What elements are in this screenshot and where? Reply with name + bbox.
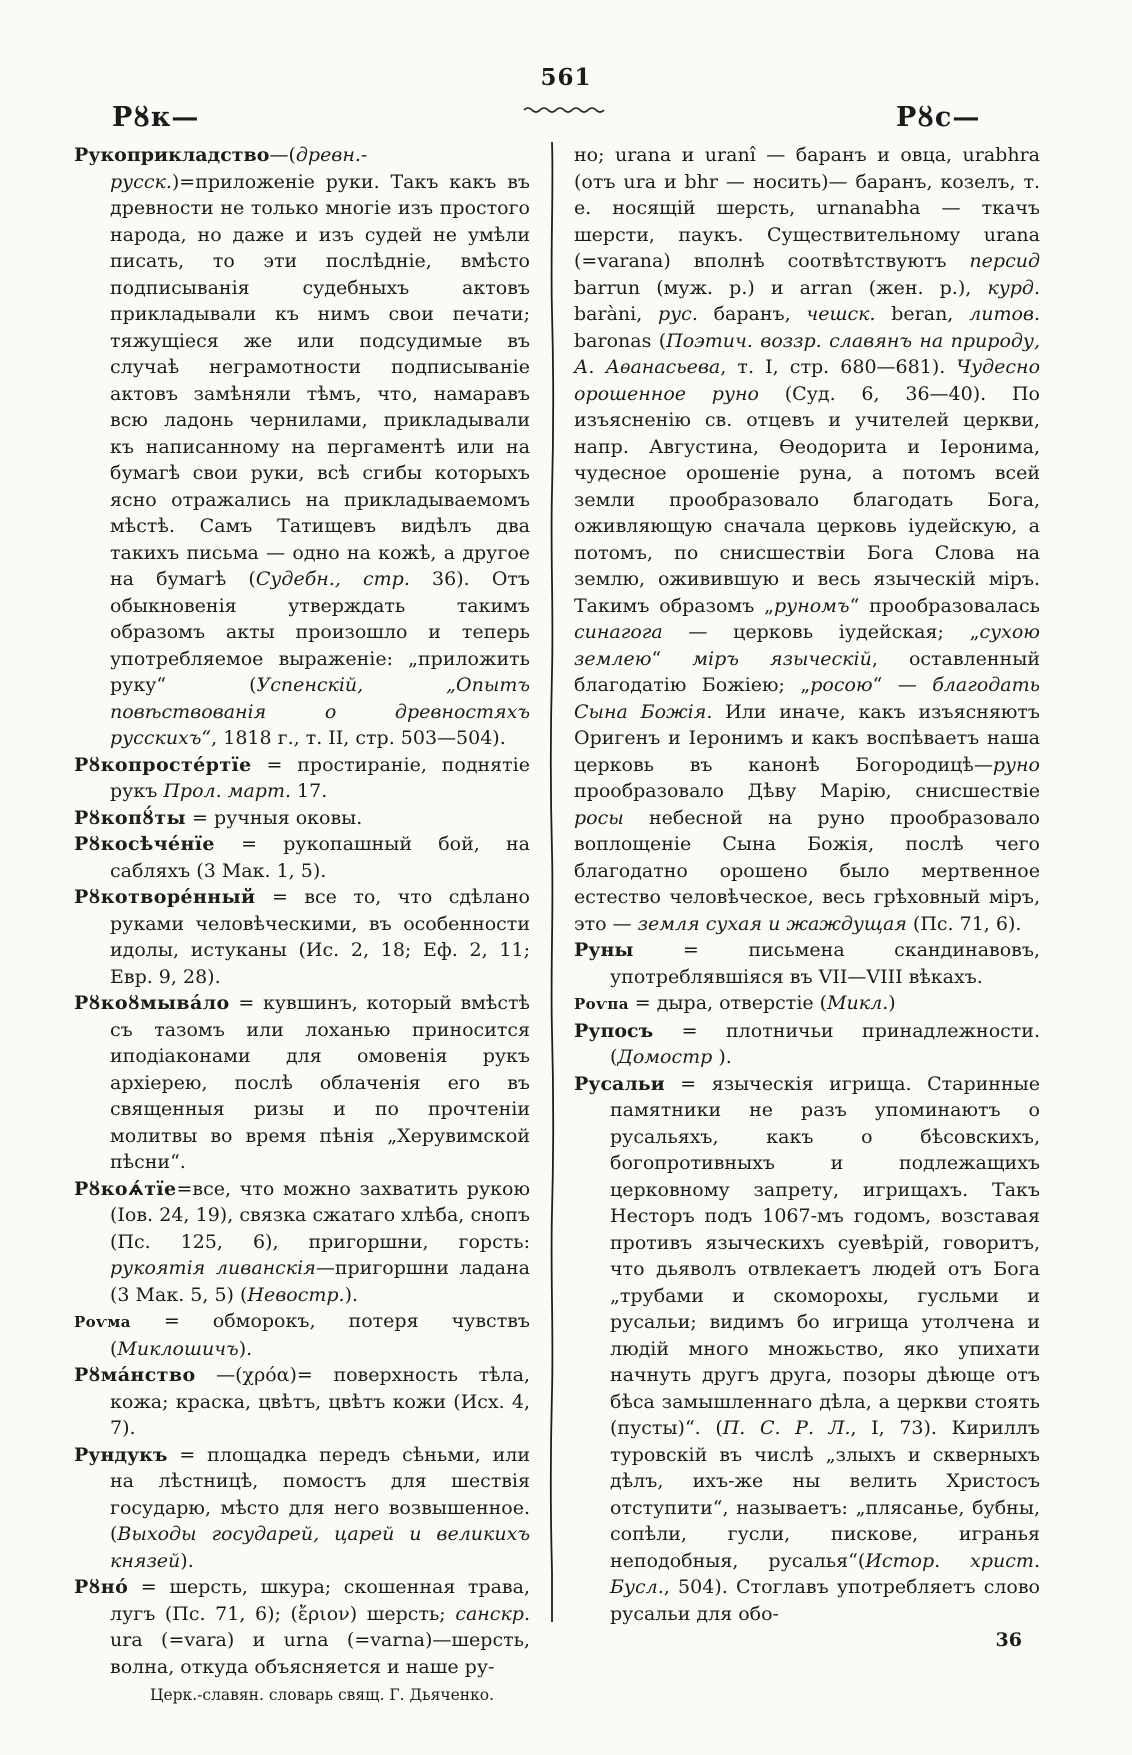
entry-text: , оставленный благодатію Божіею; „ bbox=[574, 647, 1040, 696]
entry-text-italic: литов. bbox=[969, 303, 1040, 325]
entry-text-italic: Чудесно орошенное руно bbox=[574, 356, 1041, 405]
running-head-left: Рȣк— bbox=[112, 102, 200, 133]
headword: Роѵма bbox=[74, 1313, 131, 1331]
sheet-number: 36 bbox=[995, 1629, 1022, 1651]
entry-text: = все то, что сдѣлано руками человѣческими, въ особенности идолы, истуканы (Ис. 2, 18; Еф. 2, 11; Евр. 9, 28). bbox=[110, 886, 530, 988]
headword: Руны bbox=[574, 939, 634, 961]
entry-text: (Пс. 71, 6). bbox=[906, 912, 1022, 935]
entry-text: — церковь іудейская; „ bbox=[662, 621, 980, 643]
entry-text: ura (=vara) и urna (=varna)—шерсть, волна, откуда объясняется и наше ру- bbox=[110, 1629, 530, 1678]
headword: Рупосъ bbox=[574, 1019, 654, 1042]
right-column bbox=[574, 142, 1040, 1654]
entry-text: = дыра, отверстіе ( bbox=[628, 992, 828, 1014]
entry-text: —пригоршни ладана (3 Мак. 5, 5) ( bbox=[110, 1257, 530, 1306]
entry-text: 36). Отъ обыкновенія утверждать такимъ образомъ акты произошло и теперь употребляемое выраженіе: „приложить руку“ ( bbox=[110, 568, 530, 696]
entry-text: ). bbox=[238, 1337, 253, 1360]
entry-text: , т. I, стр. 680—681). bbox=[720, 356, 957, 378]
entry-text: , 1818 г., т. II, стр. 503—504). bbox=[211, 727, 506, 749]
right-column-entries bbox=[574, 142, 1040, 1627]
entry-text: ). bbox=[712, 1046, 732, 1068]
dictionary-entry bbox=[574, 1018, 1040, 1071]
entry-text-italic: Истор. христ. Бусл. bbox=[610, 1549, 1040, 1598]
dictionary-entry bbox=[74, 752, 530, 805]
headword: Русальи bbox=[574, 1072, 665, 1095]
entry-text: baràni, bbox=[574, 303, 658, 325]
imprint-line: Церк.-славян. словарь свящ. Г. Дьяченко. bbox=[149, 1686, 495, 1704]
entry-text: —(χρόα)= поверхность тѣла, кожа; краска, цвѣтъ, цвѣтъ кожи (Исх. 4, 7). bbox=[110, 1364, 530, 1439]
entry-text-italic: росою bbox=[810, 674, 873, 696]
dictionary-entry bbox=[574, 937, 1040, 990]
entry-text-italic: сухою землею bbox=[574, 621, 1040, 670]
entry-text: = обморокъ, потеря чувствъ ( bbox=[110, 1310, 530, 1360]
entry-text-italic: курд. bbox=[987, 276, 1040, 299]
dictionary-entry bbox=[74, 884, 530, 990]
headword: Рȣкоѧ́тїе bbox=[74, 1177, 177, 1200]
entry-text-italic: П. С. Р. Л. bbox=[722, 1417, 851, 1439]
running-head-right: Рȣс— bbox=[896, 102, 981, 133]
entry-text: = ручныя оковы. bbox=[186, 806, 363, 829]
entry-text: —( bbox=[269, 144, 296, 166]
headword: Рȣкопȣ́ты bbox=[74, 806, 187, 829]
entry-text: ) bbox=[888, 992, 896, 1014]
headword: Роѵпа bbox=[574, 995, 629, 1013]
entry-text: beran, bbox=[875, 303, 970, 325]
entry-text: небесной на руно прообразовало воплощеніе Сына Божія, послѣ чего благодатно орошено было мертвенное естество человѣческое, весь грѣховный міръ, это — bbox=[574, 806, 1040, 935]
dictionary-entry bbox=[574, 1071, 1040, 1628]
entry-text-italic: Выходы государей, царей и великихъ князей bbox=[110, 1523, 530, 1572]
entry-text-italic: Поэтич. воззр. славянъ на природу, А. Аѳанасьева bbox=[574, 329, 1040, 378]
entry-text-italic: Миклошичъ bbox=[117, 1337, 239, 1360]
entry-text: баранъ, bbox=[697, 303, 807, 325]
entry-text: = простираніе, поднятіе рукъ bbox=[110, 753, 530, 802]
headword: Рундукъ bbox=[74, 1443, 168, 1466]
entry-text-italic: Микл. bbox=[827, 992, 889, 1014]
entry-text: = шерсть, шкура; скошенная трава, лугъ (Пс. 71, 6); (ἔριον) шерсть; bbox=[110, 1576, 530, 1625]
column-divider bbox=[530, 142, 574, 1622]
two-column-text-block bbox=[74, 142, 1040, 1709]
entry-text-italic: руномъ bbox=[774, 594, 850, 617]
entry-text: )=приложеніе руки. Такъ какъ въ древности не только многіе изъ простого народа, но даже и изъ судей не умѣли писать, то эти послѣдніе, вмѣсто подписыванія судебныхъ актовъ прикладывали къ нимъ свои печати; тяжущіеся же или подсудимые въ случаѣ неграмотности подписываніе актовъ замѣняли тѣмъ, что, намаравъ всю ладонь чернилами, прикладывали къ написанному на пергаментѣ или на бумагѣ свои руки, всѣ сгибы которыхъ ясно отражались на прикладываемомъ мѣстѣ. Самъ Татищевъ видѣлъ два такихъ письма — одно на кожѣ, а другое на бумагѣ ( bbox=[110, 170, 530, 590]
entry-text-italic: Невостр. bbox=[247, 1283, 345, 1306]
left-column bbox=[74, 142, 530, 1709]
dictionary-entry bbox=[574, 142, 1040, 937]
dictionary-entry bbox=[74, 805, 530, 832]
entry-text-italic: Прол. март. bbox=[163, 780, 292, 802]
dictionary-entry bbox=[74, 1176, 530, 1309]
entry-text: , 504). Стоглавъ употребляетъ слово русальи для обо- bbox=[610, 1576, 1040, 1625]
entry-text: “ bbox=[651, 647, 693, 670]
entry-text-italic: персид bbox=[969, 250, 1040, 272]
entry-text-italic: рукоятія ливанскія bbox=[110, 1257, 316, 1279]
headword: Рȣкотворе́нный bbox=[74, 886, 256, 908]
entry-text-italic: Успенскій, „Опытъ повѣствованія о древностяхъ русскихъ“ bbox=[110, 674, 530, 749]
entry-text: baronas ( bbox=[574, 329, 667, 352]
entry-text-italic: Судебн., стр. bbox=[255, 568, 410, 590]
headword: Рȣкопросте́ртїе bbox=[74, 753, 252, 776]
headword: Рȣно́ bbox=[74, 1576, 129, 1598]
entry-text: ). bbox=[344, 1283, 359, 1306]
entry-text: “ прообразовалась bbox=[849, 594, 1040, 617]
headword: Рȣма́нство bbox=[74, 1364, 196, 1386]
entry-text: . Или иначе, какъ изъясняютъ Оригенъ и Іеронимъ и какъ воспѣваетъ наша церковь въ канонѣ Богородицѣ— bbox=[574, 700, 1040, 776]
dictionary-entry bbox=[74, 1442, 530, 1575]
dictionary-entry bbox=[74, 831, 530, 884]
entry-text: barrun (муж. р.) и arran (жен. р.), bbox=[574, 276, 988, 299]
entry-text-italic: благодать Сына Божія bbox=[574, 674, 1040, 723]
entry-text: но; urana и uranî — баранъ и овца, urabhra (отъ ura и bhr — носить)— баранъ, козелъ, т. е. носящій шерсть, urnanabha — ткачъ шерсти, паукъ. Существительному urana (=varana) вполнѣ соотвѣтствуютъ bbox=[574, 144, 1040, 272]
entry-text: ). bbox=[180, 1549, 194, 1572]
entry-text-italic: Домостр bbox=[617, 1046, 713, 1068]
entry-text: (Суд. 6, 36—40). По изъясненію св. отцевъ и учителей церкви, напр. Августина, Ѳеодорита и Іеронима, чудесное орошеніе руна, а потомъ всей земли прообразовало благодать Бога, оживляющую сначала церковь іудейскую, а потомъ, по снисшествіи Бога Слова на землю, оживившую и весь языческій міръ. Такимъ образомъ „ bbox=[574, 382, 1040, 617]
entry-text-italic: рус. bbox=[658, 303, 698, 325]
entry-text: = рукопашный бой, на сабляхъ (3 Мак. 1, 5). bbox=[110, 833, 530, 882]
left-column-entries bbox=[74, 142, 530, 1680]
dictionary-entry bbox=[74, 1362, 530, 1442]
entry-text: = кувшинъ, который вмѣстѣ съ тазомъ или лоханью приносится иподіаконами для омовенія рукъ архіерею, послѣ облаченія его въ священныя ризы и по прочтеніи молитвы во время пѣнія „Херувимской пѣсни“. bbox=[110, 992, 530, 1173]
entry-text: , I, 73). Кириллъ туровскій въ числѣ „злыхъ и скверныхъ дѣлъ, ихъ-же ны велить Христосъ отступити“, называетъ: „плясанье, бубны, сопѣли, гусли, пискове, игранья неподобныя, русалья“( bbox=[610, 1417, 1040, 1572]
dictionary-entry bbox=[574, 990, 1040, 1018]
page-number-flourish bbox=[523, 100, 609, 119]
entry-text: = площадка передъ сѣньми, или на лѣстницѣ, помостъ для шествія государю, мѣсто для него возвышенное. ( bbox=[110, 1443, 530, 1545]
entry-text-italic: древн.-русск. bbox=[110, 144, 368, 193]
headword: Рȣкосѣче́нїе bbox=[74, 833, 215, 855]
entry-text: 17. bbox=[291, 780, 328, 802]
entry-text-italic: руно bbox=[992, 753, 1040, 776]
headword: Рукоприкладство bbox=[74, 144, 270, 166]
entry-text: = письмена скандинавовъ, употреблявшіяся въ VII—VIII вѣкахъ. bbox=[610, 939, 1040, 988]
headword: Рȣкоȣмыва́ло bbox=[74, 992, 230, 1014]
entry-text: “ — bbox=[872, 674, 933, 696]
entry-text: =все, что можно захватить рукою (Іов. 24, 19), связка сжатаго хлѣба, снопъ (Пс. 125, 6), пригоршни, горсть: bbox=[110, 1177, 530, 1253]
dictionary-entry bbox=[74, 990, 530, 1176]
dictionary-entry bbox=[74, 142, 530, 752]
entry-text-italic: санскр. bbox=[455, 1602, 530, 1625]
entry-text-italic: чешск. bbox=[806, 303, 876, 325]
entry-text: = языческія игрища. Старинные памятники не разъ упоминаютъ о русальяхъ, какъ о бѣсовскихъ, богопротивныхъ и подлежащихъ церковному запрету, игрищахъ. Такъ Несторъ подъ 1067-мъ годомъ, возставая противъ языческихъ суевѣрій, говоритъ, что дьяволъ отвлекаетъ людей отъ Бога „трубами и скоморохы, гусльми и русальи; видимъ бо игрища утолчена и людій много множьство, яко упихати начнуть другъ друга, позоры дѣюще отъ бѣса замышленнаго дѣла, а церкви стоять (пусты)“. ( bbox=[610, 1072, 1040, 1439]
dictionary-entry bbox=[74, 1308, 530, 1362]
entry-text-italic: міръ языческій bbox=[692, 647, 872, 670]
entry-text: = плотничьи принадлежности. ( bbox=[610, 1019, 1040, 1068]
entry-text-italic: росы bbox=[574, 806, 624, 829]
dictionary-entry bbox=[74, 1574, 530, 1680]
entry-text-italic: синагога bbox=[574, 621, 663, 643]
entry-text-italic: земля сухая и жаждущая bbox=[637, 912, 907, 935]
entry-text: прообразовало Дѣву Марію, снисшествіе bbox=[574, 780, 1040, 802]
page-number: 561 bbox=[540, 64, 592, 91]
